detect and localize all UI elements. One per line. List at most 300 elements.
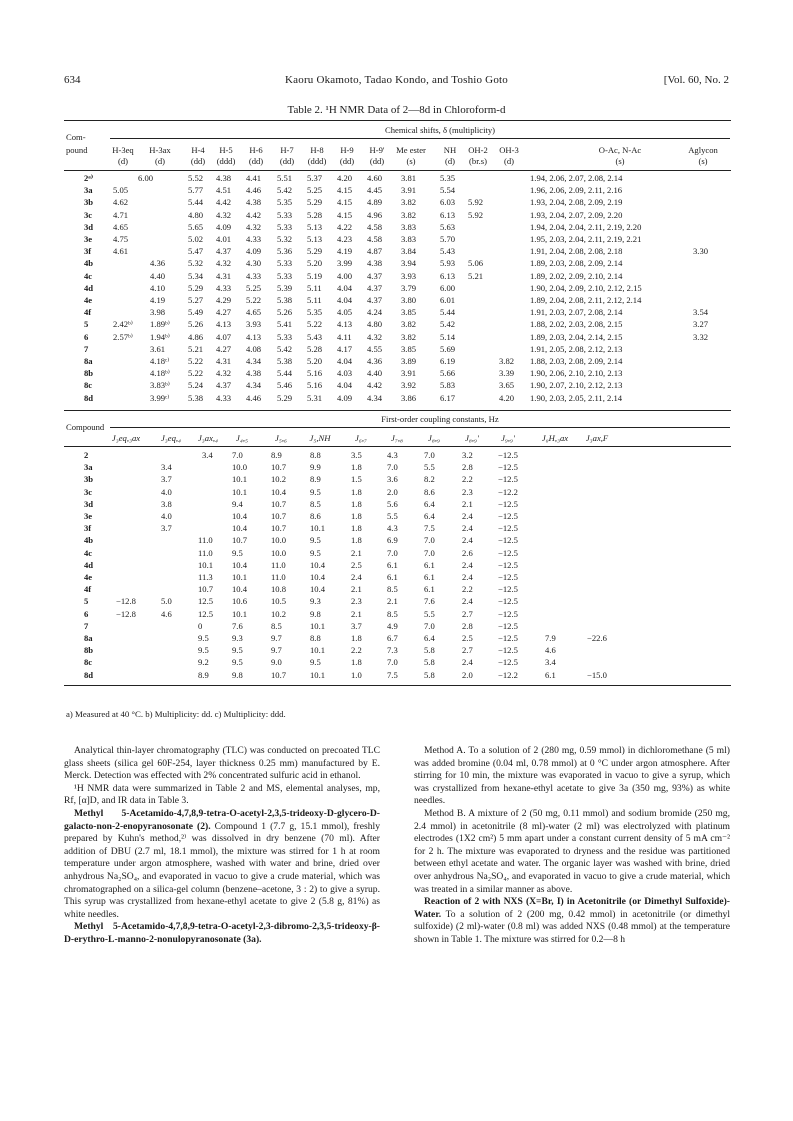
coupling-value: 10.7 — [232, 535, 248, 546]
coupling-value: −12.5 — [498, 462, 518, 473]
shift-value: 4.03 — [337, 368, 353, 379]
shift-value: 4.07 — [216, 331, 232, 342]
coupling-value: 2.1 — [351, 547, 362, 558]
shift-value: 5.92 — [468, 209, 484, 220]
shift-value: 3.32 — [693, 331, 709, 342]
shift-value: 4.38 — [246, 197, 262, 208]
compound-label: 3c — [84, 486, 93, 497]
shift-value: 5.38 — [277, 295, 293, 305]
compound-label: 3d — [84, 498, 94, 509]
shift-value: 5.83 — [440, 380, 456, 391]
shift-value: 4.04 — [337, 380, 353, 391]
shift-value: 1.91, 2.05, 2.08, 2.12, 2.13 — [530, 343, 623, 354]
shift-value: 4.13 — [246, 331, 262, 342]
shift-row — [0, 222, 793, 233]
shift-value: 3.39 — [499, 368, 515, 379]
coupling-value: 5.8 — [424, 669, 435, 680]
coupling-row — [0, 609, 793, 621]
shift-column-7: H-9 — [340, 145, 354, 155]
shift-column-mult-14: (s) — [698, 156, 708, 166]
group-underline — [110, 138, 730, 139]
shift-column-mult-9: (s) — [406, 156, 416, 166]
coupling-value: 9.7 — [271, 633, 282, 643]
reaction-title: Reaction of 2 with NXS (X=Br, I) in Acetonitrile (or Dimethyl Sulfoxide)-Water. — [414, 896, 730, 920]
shift-value: 4.15 — [337, 209, 353, 220]
running-authors: Kaoru Okamoto, Tadao Kondo, and Toshio Goto — [285, 74, 508, 86]
shift-value: 4.08 — [246, 343, 262, 354]
coupling-value: 9.5 — [198, 633, 209, 643]
coupling-column-5: J₅,NH — [309, 433, 331, 443]
shift-column-6: H-8 — [310, 145, 324, 155]
shift-value: 5.77 — [188, 185, 204, 196]
coupling-value: 7.3 — [387, 645, 398, 656]
paragraph-method-b: Method B. A mixture of 2 (50 mg, 0.11 mmol) and sodium bromide (250 mg, 2.4 mmol) in acetonitrile (8 ml)-water (2 ml) was electrolyzed with platinum electrodes (1X2 cm²) 5 mm apart under a constant current density of 5 mA cm⁻² for 2 h. The mixture was evaporated to dryness and the residue was partitioned between ethyl acetate and water. The organic layer was washed with brine, dried over anhydrous Na₂SO₄, and evaporated in vacuo to give a crude material, which was treated in a similar manner as above. — [414, 807, 730, 895]
coupling-value: 10.4 — [310, 559, 326, 570]
coupling-value: 1.8 — [351, 498, 362, 509]
coupling-row — [0, 657, 793, 669]
coupling-value: −12.5 — [498, 535, 518, 546]
coupling-header-rule — [64, 446, 731, 447]
shift-value: 1.91, 2.04, 2.08, 2.08, 2.18 — [530, 246, 623, 257]
coupling-value: 5.8 — [424, 657, 435, 668]
shift-value: 1.90, 2.06, 2.10, 2.10, 2.13 — [530, 368, 623, 379]
shift-value: 4.87 — [367, 246, 383, 257]
compound-label: 8a — [84, 356, 93, 366]
shift-row — [0, 356, 793, 367]
shift-value: 5.42 — [440, 319, 456, 330]
shift-value: 6.17 — [440, 392, 456, 403]
coupling-value: 2.4 — [351, 572, 362, 582]
shift-column-mult-4: (dd) — [248, 156, 264, 166]
coupling-column-6: J₆,₇ — [355, 433, 367, 443]
shift-value: 5.69 — [440, 343, 456, 354]
shift-column-12: OH-3 — [499, 145, 519, 155]
coupling-row — [0, 450, 793, 462]
shift-value: 4.09 — [216, 221, 232, 232]
coupling-value: 3.4 — [202, 450, 213, 460]
coupling-value: 2.6 — [462, 547, 473, 558]
coupling-value: 5.6 — [387, 498, 398, 509]
coupling-column-10: J₉,₉' — [501, 433, 515, 443]
coupling-value: 10.1 — [232, 474, 248, 485]
shift-value: 3.27 — [693, 319, 709, 330]
shift-value: 5.38 — [277, 356, 293, 366]
shift-value: 4.40 — [367, 368, 383, 379]
coupling-value: 8.9 — [310, 474, 321, 485]
shift-value: 5.33 — [277, 270, 293, 281]
shift-value: 4.33 — [216, 282, 232, 293]
shift-row — [0, 380, 793, 391]
compound-column-header-2: pound — [66, 145, 88, 155]
coupling-value: 2.0 — [462, 669, 473, 680]
shift-value: 6.00 — [440, 282, 456, 293]
shift-value: 4.41 — [246, 173, 262, 183]
shift-column-mult-2: (dd) — [190, 156, 206, 166]
coupling-value: 2.3 — [351, 596, 362, 607]
coupling-value: 10.5 — [271, 596, 287, 607]
shift-value: 3.91 — [401, 185, 417, 196]
shift-column-13: O-Ac, N-Ac — [598, 145, 642, 155]
coupling-row — [0, 572, 793, 584]
compound-label: 3e — [84, 511, 93, 521]
shift-value: 4.20 — [337, 173, 353, 183]
compound-label: 4d — [84, 559, 94, 570]
paragraph-nmr: ¹H NMR data were summarized in Table 2 and MS, elemental analyses, mp, Rf, [α]D, and IR data in Table 3. — [64, 782, 380, 807]
shift-value: 4.36 — [367, 356, 383, 366]
shift-column-mult-11: (br.s) — [469, 156, 487, 166]
coupling-value: 12.5 — [198, 596, 214, 607]
shift-value: 5.32 — [188, 258, 204, 269]
shift-value: 4.34 — [246, 356, 262, 366]
chemical-shifts-group-header: Chemical shifts, δ (multiplicity) — [384, 125, 496, 135]
shift-value: 3.54 — [693, 307, 709, 318]
shift-row — [0, 283, 793, 294]
shift-value: 5.33 — [277, 221, 293, 232]
coupling-value: 5.0 — [161, 596, 172, 607]
coupling-value: 2.1 — [462, 498, 473, 509]
coupling-column-0: J₃eq,₃ax — [111, 433, 141, 443]
shift-row — [0, 210, 793, 221]
coupling-value: 2.4 — [462, 523, 473, 534]
shift-value: 4.40 — [150, 270, 166, 281]
shift-value: 1.93, 2.04, 2.07, 2.09, 2.20 — [530, 209, 623, 220]
shift-value: 4.05 — [337, 307, 353, 318]
compound-label: 3d — [84, 221, 94, 232]
coupling-column-3: J₄,₅ — [236, 433, 248, 443]
shift-value: 5.29 — [307, 246, 323, 257]
coupling-value: 6.1 — [424, 559, 435, 570]
shift-value: 1.90, 2.04, 2.09, 2.10, 2.12, 2.15 — [530, 282, 642, 293]
shift-value: 3.93 — [401, 270, 417, 281]
coupling-value: 10.8 — [271, 584, 287, 595]
shift-value: 5.43 — [440, 246, 456, 257]
shift-value: 5.21 — [188, 343, 204, 354]
coupling-column-12: J₃ax,F — [585, 433, 609, 443]
coupling-value: 5.5 — [387, 511, 398, 521]
shift-value: 4.37 — [216, 380, 232, 391]
shift-value: 6.13 — [440, 270, 456, 281]
coupling-value: 9.5 — [232, 547, 243, 558]
coupling-value: −12.5 — [498, 474, 518, 485]
coupling-value: −12.5 — [498, 645, 518, 656]
coupling-row — [0, 474, 793, 486]
coupling-value: 2.8 — [462, 620, 473, 631]
compound-label: 6 — [84, 331, 89, 342]
shift-value: 4.58 — [367, 234, 383, 244]
coupling-value: −12.5 — [498, 450, 518, 460]
shift-value: 5.63 — [440, 221, 456, 232]
shift-value: 4.13 — [337, 319, 353, 330]
shift-value: 5.26 — [277, 307, 293, 318]
paragraph-compound-3a — [64, 921, 380, 946]
shift-value: 5.52 — [188, 173, 204, 183]
coupling-value: 9.0 — [271, 657, 282, 668]
compound-label: 7 — [84, 343, 89, 354]
coupling-value: 9.5 — [310, 486, 321, 497]
coupling-row — [0, 670, 793, 682]
shift-value: 4.37 — [367, 270, 383, 281]
compound-label: 4b — [84, 535, 94, 546]
shift-value: 4.31 — [216, 356, 232, 366]
coupling-row — [0, 462, 793, 474]
shift-row — [0, 246, 793, 257]
coupling-value: 10.7 — [271, 462, 287, 473]
shift-column-mult-1: (d) — [154, 156, 166, 166]
coupling-value: 2.7 — [462, 608, 473, 619]
shift-value: 3.82 — [499, 356, 515, 366]
shift-value: 1.96, 2.06, 2.09, 2.11, 2.16 — [530, 185, 623, 196]
table-footnote: a) Measured at 40 °C. b) Multiplicity: dd. c) Multiplicity: ddd. — [66, 709, 286, 719]
shift-value: 3.61 — [150, 343, 166, 354]
shift-value: 5.31 — [307, 392, 323, 403]
shift-value: 5.14 — [440, 331, 456, 342]
coupling-value: −12.5 — [498, 559, 518, 570]
coupling-value: 7.5 — [424, 523, 435, 534]
shift-column-9: Me ester — [396, 145, 426, 155]
coupling-value: 7.6 — [424, 596, 435, 607]
shift-value: 4.10 — [150, 282, 166, 293]
coupling-value: 8.9 — [271, 450, 282, 460]
shift-value: 6.19 — [440, 356, 456, 366]
compound-label: 8c — [84, 380, 93, 391]
coupling-value: 7.0 — [387, 547, 398, 558]
shift-column-2: H-4 — [191, 145, 205, 155]
compound-label: 8b — [84, 368, 94, 379]
shift-value: 5.29 — [188, 282, 204, 293]
coupling-column-7: J₇,₈ — [391, 433, 403, 443]
shift-value: 5.13 — [307, 234, 323, 244]
shift-value: 5.25 — [246, 282, 262, 293]
coupling-row — [0, 548, 793, 560]
shift-value: 4.37 — [367, 295, 383, 305]
shift-value: 4.31 — [216, 270, 232, 281]
coupling-value: 2.5 — [462, 633, 473, 643]
shift-value: 4.37 — [216, 246, 232, 257]
coupling-value: 6.4 — [424, 633, 435, 643]
coupling-value: 7.0 — [387, 657, 398, 668]
shift-value: 4.23 — [337, 234, 353, 244]
shift-value: 4.04 — [337, 356, 353, 366]
shift-value: 4.34 — [367, 392, 383, 403]
coupling-value: 9.3 — [310, 596, 321, 607]
coupling-value: 1.8 — [351, 535, 362, 546]
compound-label: 3f — [84, 523, 92, 534]
coupling-value: 1.0 — [351, 669, 362, 680]
shift-value: 4.29 — [216, 295, 232, 305]
coupling-value: 9.9 — [310, 462, 321, 473]
coupling-value: 6.4 — [424, 498, 435, 509]
shift-value: 5.44 — [440, 307, 456, 318]
coupling-value: 9.4 — [232, 498, 243, 509]
shift-value: 4.32 — [216, 368, 232, 379]
shift-value: 5.43 — [307, 331, 323, 342]
shift-value: 5.42 — [277, 185, 293, 196]
shift-row — [0, 185, 793, 196]
coupling-value: 2.2 — [462, 584, 473, 595]
coupling-value: 11.0 — [271, 572, 286, 582]
shift-value: 5.38 — [188, 392, 204, 403]
shift-value: 4.33 — [216, 392, 232, 403]
coupling-value: 2.0 — [387, 486, 398, 497]
shift-column-mult-12: (d) — [503, 156, 515, 166]
shift-value: 3.65 — [499, 380, 515, 391]
shift-value: 4.80 — [188, 209, 204, 220]
coupling-value: 2.1 — [351, 608, 362, 619]
coupling-value: 2.4 — [462, 596, 473, 607]
shift-value: 5.32 — [277, 234, 293, 244]
coupling-value: 1.8 — [351, 633, 362, 643]
coupling-value: 10.4 — [310, 572, 326, 582]
shift-value: 6.00 — [138, 173, 154, 183]
compound-2-text: Compound 1 (7.7 g, 15.1 mmol), freshly prepared by Kuhn's method,²⁾ was dissolved in dry benzene (70 ml). After addition of DBU (2.7 ml, 18.1 mmol), the mixture was stirred for 1 h at room temperature under argon atmosphere, washed with water and brine, dried over anhydrous Na₂SO₄, and evaporated in vacuo to give a crude material, which was chromatographed on a silica-gel column (benzene–acetone, 3 : 2) to give a syrup. This syrup was crystallized from hexane-ethyl acetate to give 2 (5.8 g, 81%) as white needles. — [64, 820, 380, 920]
coupling-value: 10.2 — [271, 608, 287, 619]
shift-value: 4.11 — [337, 331, 352, 342]
coupling-value: 2.4 — [462, 559, 473, 570]
shift-value: 4.19 — [150, 295, 166, 305]
coupling-value: 10.0 — [232, 462, 248, 473]
coupling-value: 10.6 — [232, 596, 248, 607]
coupling-value: 4.3 — [387, 450, 398, 460]
coupling-value: 11.0 — [271, 559, 286, 570]
shift-row — [0, 173, 793, 184]
coupling-row — [0, 633, 793, 645]
shift-column-mult-13: (s) — [615, 156, 625, 166]
shift-value: 5.44 — [188, 197, 204, 208]
paragraph-method-a: Method A. To a solution of 2 (280 mg, 0.59 mmol) in dichloromethane (5 ml) was added bromine (0.04 ml, 0.78 mmol) at 0 °C under argon atmosphere. After stirring for 10 min, the mixture was evaporated in vacuo to give a syrup, which was crystallized from hexane-ethyl acetate to give 3a (350 mg, 93%) as white needles. — [414, 745, 730, 807]
coupling-row — [0, 511, 793, 523]
coupling-value: 3.7 — [161, 474, 172, 485]
coupling-group-header: First-order coupling constants, Hz — [381, 414, 499, 424]
shift-value: 4.18ᵇ⁾ — [150, 368, 170, 379]
compound-label: 3b — [84, 197, 94, 208]
shift-value: 4.27 — [216, 343, 232, 354]
coupling-value: 5.5 — [424, 608, 435, 619]
shift-value: 5.35 — [277, 197, 293, 208]
shift-value: 4.09 — [337, 392, 353, 403]
coupling-value: 3.8 — [161, 498, 172, 509]
coupling-value: 3.7 — [161, 523, 172, 534]
table-bottom-rule — [64, 685, 731, 686]
shift-value: 4.32 — [367, 331, 383, 342]
shift-value: 4.55 — [367, 343, 383, 354]
shift-value: 5.11 — [307, 282, 322, 293]
coupling-value: 5.8 — [424, 645, 435, 656]
shift-row — [0, 197, 793, 208]
shift-value: 3.82 — [401, 319, 417, 330]
shift-value: 1.90, 2.03, 2.05, 2.11, 2.14 — [530, 392, 623, 403]
compound-label: 8b — [84, 645, 94, 656]
shift-value: 1.91, 2.03, 2.07, 2.08, 2.14 — [530, 307, 623, 318]
shift-row — [0, 368, 793, 379]
shift-value: 4.22 — [337, 221, 353, 232]
shift-column-mult-5: (dd) — [279, 156, 295, 166]
coupling-value: 2.1 — [387, 596, 398, 607]
shift-value: 5.29 — [277, 392, 293, 403]
coupling-value: 10.7 — [271, 498, 287, 509]
shift-row — [0, 234, 793, 245]
shift-value: 3.94 — [401, 258, 417, 269]
shift-value: 3.82 — [401, 209, 417, 220]
shift-value: 5.47 — [188, 246, 204, 257]
coupling-row — [0, 499, 793, 511]
shift-value: 4.61 — [113, 246, 129, 257]
coupling-value: 7.9 — [545, 633, 556, 643]
coupling-value: 2.2 — [351, 645, 362, 656]
coupling-value: 9.3 — [232, 633, 243, 643]
coupling-value: 10.1 — [198, 559, 214, 570]
shift-value: 3.79 — [401, 282, 417, 293]
shift-value: 3.99ᶜ⁾ — [150, 392, 170, 403]
shift-value: 6.01 — [440, 295, 456, 305]
coupling-value: 7.6 — [232, 620, 243, 631]
shift-row — [0, 393, 793, 404]
shift-value: 4.65 — [113, 221, 129, 232]
compound-label: 4c — [84, 547, 93, 558]
shift-value: 3.82 — [401, 331, 417, 342]
coupling-value: 10.1 — [310, 523, 326, 534]
shift-value: 5.39 — [277, 282, 293, 293]
coupling-value: 9.8 — [310, 608, 321, 619]
coupling-value: 10.1 — [232, 486, 248, 497]
shift-value: 2.42ᵇ⁾ — [113, 319, 133, 330]
shift-value: 5.66 — [440, 368, 456, 379]
coupling-value: 1.8 — [351, 486, 362, 497]
coupling-value: 10.7 — [271, 511, 287, 521]
shift-column-3: H-5 — [219, 145, 233, 155]
coupling-value: 8.8 — [310, 450, 321, 460]
shift-value: 4.51 — [216, 185, 232, 196]
compound-label: 8c — [84, 657, 93, 668]
shift-value: 5.93 — [440, 258, 456, 269]
coupling-value: −12.5 — [498, 547, 518, 558]
coupling-column-9: J₈,₉' — [465, 433, 479, 443]
coupling-value: 8.9 — [198, 669, 209, 680]
coupling-value: 4.6 — [161, 608, 172, 619]
shift-value: 5.65 — [188, 221, 204, 232]
compound-label: 3f — [84, 246, 92, 257]
coupling-value: 10.4 — [232, 511, 248, 521]
coupling-column-11: J₀H,₃ax — [541, 433, 569, 443]
coupling-row — [0, 560, 793, 572]
coupling-value: 11.3 — [198, 572, 213, 582]
shift-value: 5.29 — [307, 197, 323, 208]
coupling-value: 9.2 — [198, 657, 209, 668]
coupling-value: 2.4 — [462, 572, 473, 582]
shift-value: 6.03 — [440, 197, 456, 208]
shift-value: 3.85 — [401, 343, 417, 354]
compound-label: 5 — [84, 596, 89, 607]
shift-value: 4.58 — [367, 221, 383, 232]
coupling-row — [0, 523, 793, 535]
coupling-row — [0, 621, 793, 633]
shift-column-5: H-7 — [280, 145, 294, 155]
shift-row — [0, 344, 793, 355]
coupling-value: 2.5 — [351, 559, 362, 570]
coupling-value: 4.6 — [545, 645, 556, 656]
shift-value: 3.83 — [401, 221, 417, 232]
coupling-value: 10.1 — [310, 669, 326, 680]
shift-value: 4.00 — [337, 270, 353, 281]
coupling-value: 7.5 — [387, 669, 398, 680]
shift-value: 4.32 — [246, 221, 262, 232]
shift-value: 4.42 — [246, 209, 262, 220]
shift-value: 5.21 — [468, 270, 484, 281]
shift-column-14: Aglycon — [688, 145, 718, 155]
coupling-value: 3.4 — [545, 657, 556, 668]
shift-value: 1.89, 2.02, 2.09, 2.10, 2.14 — [530, 270, 623, 281]
coupling-value: 2.1 — [351, 584, 362, 595]
shift-value: 4.71 — [113, 209, 129, 220]
